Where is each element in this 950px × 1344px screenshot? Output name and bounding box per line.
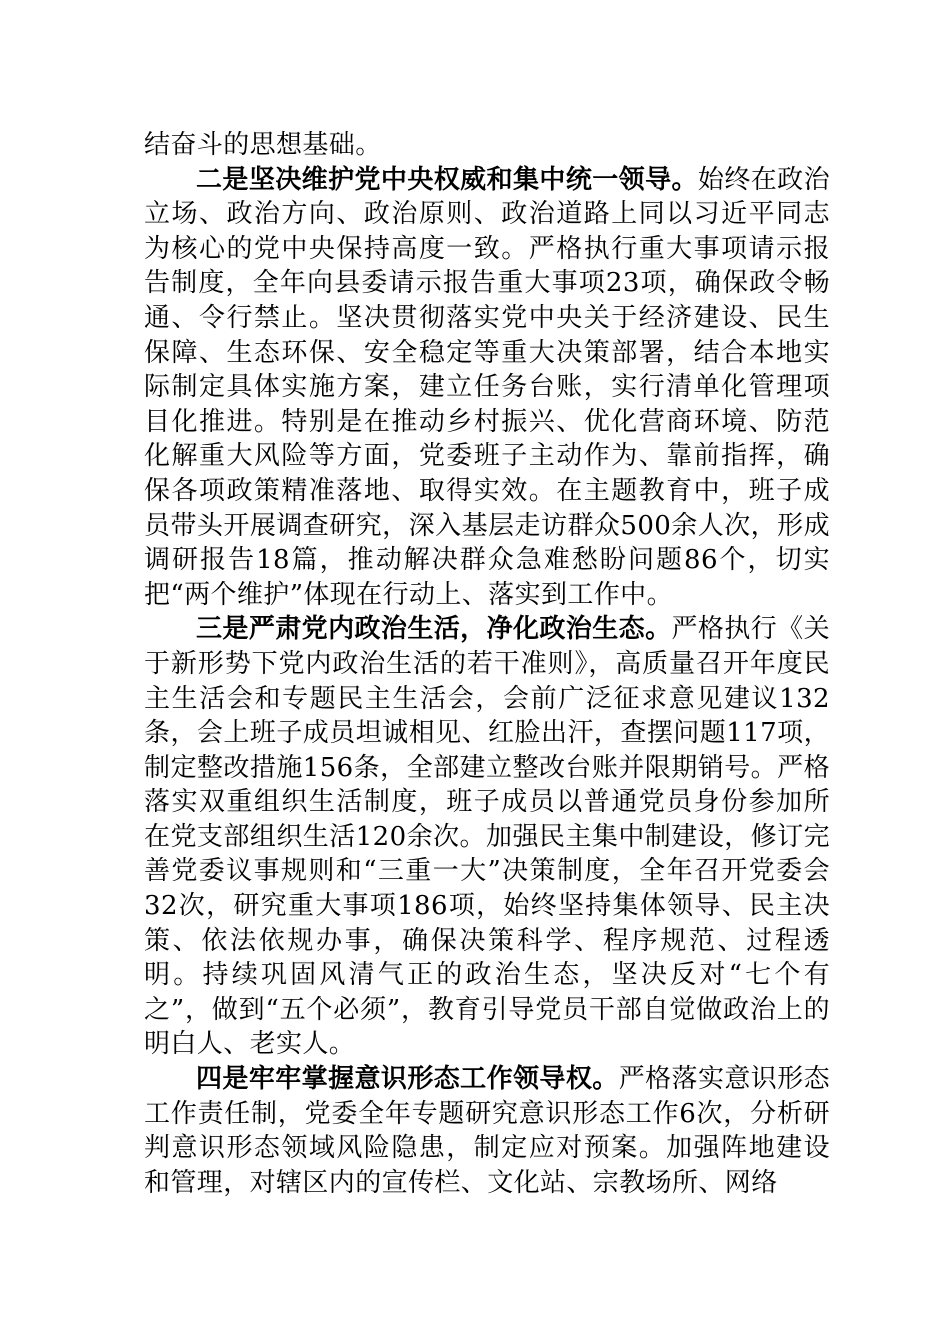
- paragraph-body: 始终在政治立场、政治方向、政治原则、政治道路上同以习近平同志为核心的党中央保持高度一致。严格执行重大事项请示报告制度，全年向县委请示报告重大事项23项，确保政令畅通、令行禁止。坚决贯彻落实党中央关于经济建设、民生保障、生态环保、安全稳定等重大决策部署，结合本地实际制定具体实施方案，建立任务台账，实行清单化管理项目化推进。特别是在推动乡村振兴、优化营商环境、防范化解重大风险等方面，党委班子主动作为、靠前指挥，确保各项政策精准落地、取得实效。在主题教育中，班子成员带头开展调查研究，深入基层走访群众500余人次，形成调研报告18篇，推动解决群众急难愁盼问题86个，切实把“两个维护”体现在行动上、落实到工作中。: [144, 164, 830, 610]
- paragraph-continuation: [144, 128, 830, 163]
- paragraph-lead: 二是坚决维护党中央权威和集中统一领导。: [196, 164, 698, 195]
- paragraph-body: 严格落实意识形态工作责任制，党委全年专题研究意识形态工作6次，分析研判意识形态领域风险隐患，制定应对预案。加强阵地建设和管理，对辖区内的宣传栏、文化站、宗教场所、网络: [144, 1064, 831, 1198]
- paragraph-item-3: [144, 612, 830, 1062]
- paragraph-item-4: [144, 1062, 830, 1200]
- paragraph-item-2: [144, 163, 830, 613]
- paragraph-body: 结奋斗的思想基础。: [144, 130, 382, 160]
- paragraph-body: 严格执行《关于新形势下党内政治生活的若干准则》，高质量召开年度民主生活会和专题民主生活会，会前广泛征求意见建议132条，会上班子成员坦诚相见、红脸出汗，查摆问题117项，制定整改措施156条，全部建立整改台账并限期销号。严格落实双重组织生活制度，班子成员以普通党员身份参加所在党支部组织生活120余次。加强民主集中制建设，修订完善党委议事规则和“三重一大”决策制度，全年召开党委会32次，研究重大事项186项，始终坚持集体领导、民主决策、依法依规办事，确保决策科学、程序规范、过程透明。持续巩固风清气正的政治生态，坚决反对“七个有之”，做到“五个必须”，教育引导党员干部自觉做政治上的明白人、老实人。: [144, 614, 831, 1060]
- paragraph-lead: 四是牢牢掌握意识形态工作领导权。: [196, 1064, 619, 1095]
- paragraph-lead: 三是严肃党内政治生活，净化政治生态。: [196, 614, 672, 645]
- document-page: [144, 128, 830, 1200]
